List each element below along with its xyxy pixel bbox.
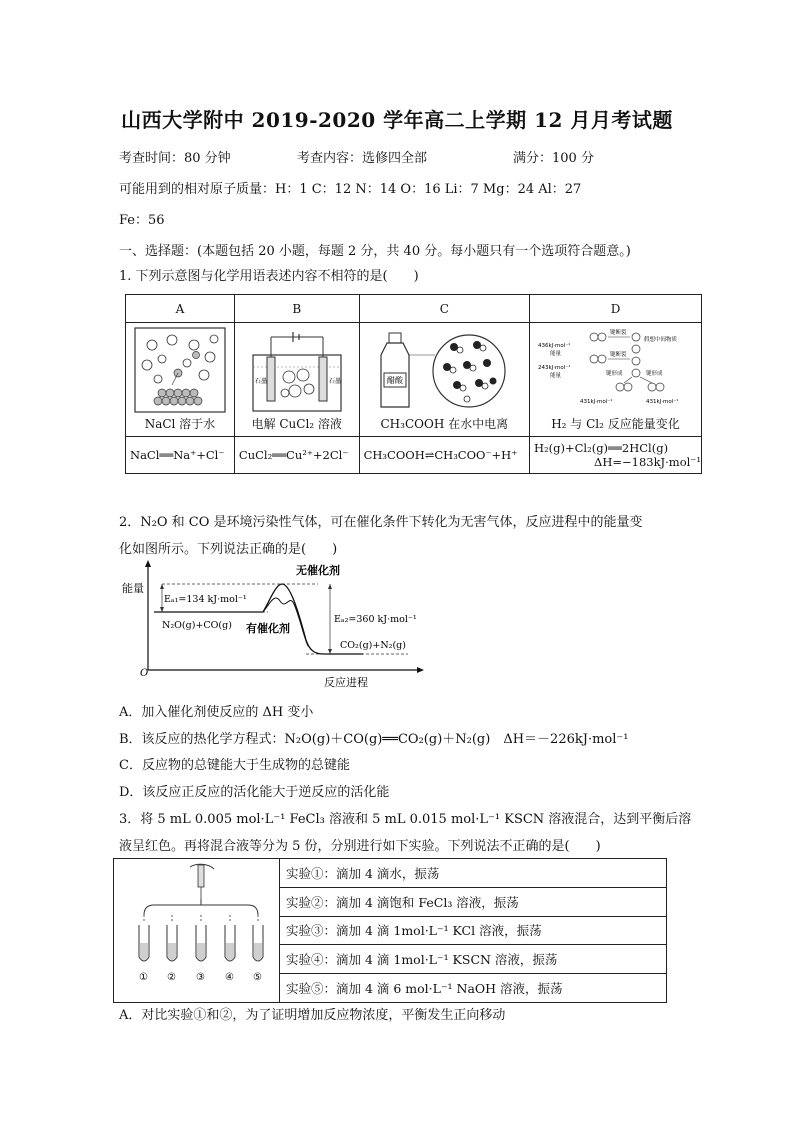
nacl-cell: [126, 323, 235, 437]
bond-energy-illustration: [536, 327, 696, 415]
energy-431-label-a: 431kJ·mol⁻¹: [579, 399, 612, 405]
q2-option-b: B．该反应的热化学方程式：N₂O(g)＋CO(g)══CO₂(g)＋N₂(g) ΔH＝－226kJ·mol⁻¹: [119, 732, 629, 747]
question-2-stem-2: 化如图所示。下列说法正确的是( ): [119, 542, 338, 557]
dropper-icon: [198, 865, 204, 887]
caption-d: H₂ 与 Cl₂ 反应能量变化: [551, 417, 680, 431]
tube-label-5: ⑤: [253, 972, 262, 983]
experiment-row-1: 实验①：滴加 4 滴水，振荡: [280, 859, 667, 888]
equation-d: [530, 437, 702, 474]
acetic-acid-illustration: [369, 325, 519, 415]
tube-label-3: ③: [196, 972, 205, 983]
exam-info: [119, 147, 594, 166]
experiment-row-2: 实验②：滴加 4 滴饱和 FeCl₃ 溶液，振荡: [280, 887, 667, 916]
equation-b: CuCl₂══Cu²⁺+2Cl⁻: [234, 437, 359, 474]
exam-title: 山西大学附中 2019-2020 学年高二上学期 12 月月考试题: [121, 108, 673, 132]
x-axis-label: 反应进程: [324, 676, 368, 689]
caption-b: 电解 CuCl₂ 溶液: [251, 417, 342, 431]
electrolysis-illustration: [241, 327, 353, 415]
equation-a: NaCl══Na⁺+Cl⁻: [126, 437, 235, 474]
section-heading: 一、选择题：(本题包括 20 小题，每题 2 分，共 40 分。每小题只有一个选项符合题意。): [119, 244, 631, 259]
experiment-row-4: 实验④：滴加 4 滴 1mol·L⁻¹ KSCN 溶液，振荡: [280, 945, 667, 974]
energy-431-label-b: 431kJ·mol⁻¹: [645, 399, 678, 405]
question-3-table: [113, 858, 667, 1003]
col-header-c: C: [359, 295, 529, 323]
q2-option-a: A．加入催化剂使反应的 ΔH 变小: [119, 705, 314, 720]
y-axis-label: 能量: [122, 582, 144, 595]
experiment-row-3: 实验③：滴加 4 滴 1mol·L⁻¹ KCl 溶液，振荡: [280, 916, 667, 945]
bond-form-label-2: 键形成: [645, 371, 663, 377]
energy-436-label: 436kJ·mol⁻¹: [537, 343, 570, 349]
nacl-dissolving-illustration: [132, 325, 228, 415]
question-3-stem-2: 液呈红色。再将混合液等分为 5 份，分别进行如下实验。下列说法不正确的是( ): [119, 839, 601, 854]
origin-label: O: [140, 668, 149, 679]
bond-form-label: 键形成: [605, 371, 623, 377]
tube-label-1: ①: [139, 972, 148, 983]
with-catalyst-label: 有催化剂: [246, 622, 290, 635]
col-header-b: B: [234, 295, 359, 323]
graphite-left-label: 石墨: [254, 378, 267, 385]
exam-time: 考查时间：80 分钟: [119, 151, 231, 166]
atomic-mass-line: 可能用到的相对原子质量：H：1 C：12 N：14 O：16 Li：7 Mg：24 Al：27: [119, 182, 582, 197]
acetic-acid-cell: [359, 323, 529, 437]
ea2-label: Eₐ₂=360 kJ·mol⁻¹: [334, 614, 417, 625]
tube-label-2: ②: [167, 972, 176, 983]
col-header-a: A: [126, 295, 235, 323]
question-2-stem: 2．N₂O 和 CO 是环境污染性气体，可在催化条件下转化为无害气体，反应进程中的能量变: [119, 515, 643, 530]
question-1-stem: 1. 下列示意图与化学用语表述内容不相符的是( ): [119, 269, 419, 284]
energy-absorb-label-2: 能量: [549, 373, 561, 379]
ea1-label: Eₐ₁=134 kJ·mol⁻¹: [164, 594, 247, 605]
reactants-label: N₂O(g)+CO(g): [162, 620, 232, 631]
caption-a: NaCl 溶于水: [144, 417, 216, 431]
experiment-row-5: 实验⑤：滴加 4 滴 6 mol·L⁻¹ NaOH 溶液，振荡: [280, 974, 667, 1003]
bond-break-label: 键断裂: [609, 330, 627, 336]
products-label: CO₂(g)+N₂(g): [340, 640, 406, 651]
equation-d-line2: ΔH=−183kJ·mol⁻¹: [594, 455, 701, 469]
q3-option-a: A．对比实验①和②，为了证明增加反应物浓度，平衡发生正向移动: [119, 1008, 506, 1023]
q2-option-c: C．反应物的总键能大于生成物的总键能: [119, 758, 350, 773]
tube-label-4: ④: [225, 972, 234, 983]
intermediate-label: 假想中间物质: [643, 337, 677, 343]
question-1-table: [125, 294, 702, 474]
equation-d-line1: H₂(g)+Cl₂(g)══2HCl(g): [534, 441, 669, 455]
bond-break-label-2: 键断裂: [609, 352, 627, 358]
bottle-label: 醋酸: [387, 376, 404, 385]
caption-c: CH₃COOH 在水中电离: [380, 417, 509, 431]
test-tubes-illustration: [114, 859, 279, 999]
no-catalyst-label: 无催化剂: [296, 564, 340, 577]
exam-content: 考查内容：选修四全部: [297, 151, 428, 166]
energy-profile-chart: [118, 560, 438, 692]
test-tubes-cell: [114, 859, 280, 1003]
q2-option-d: D．该反应正反应的活化能大于逆反应的活化能: [119, 785, 390, 800]
col-header-d: D: [530, 295, 702, 323]
energy-absorb-label: 能量: [549, 351, 561, 357]
question-3-stem: 3．将 5 mL 0.005 mol·L⁻¹ FeCl₃ 溶液和 5 mL 0.015 mol·L⁻¹ KSCN 溶液混合，达到平衡后溶: [119, 812, 692, 827]
energy-change-cell: [530, 323, 702, 437]
energy-243-label: 243kJ·mol⁻¹: [537, 365, 570, 371]
electrolysis-cell: [234, 323, 359, 437]
atomic-mass-line-2: Fe：56: [119, 213, 165, 228]
equation-c: CH₃COOH⇌CH₃COO⁻+H⁺: [359, 437, 529, 474]
graphite-right-label: 石墨: [328, 378, 341, 385]
exam-score: 满分：100 分: [513, 151, 594, 166]
